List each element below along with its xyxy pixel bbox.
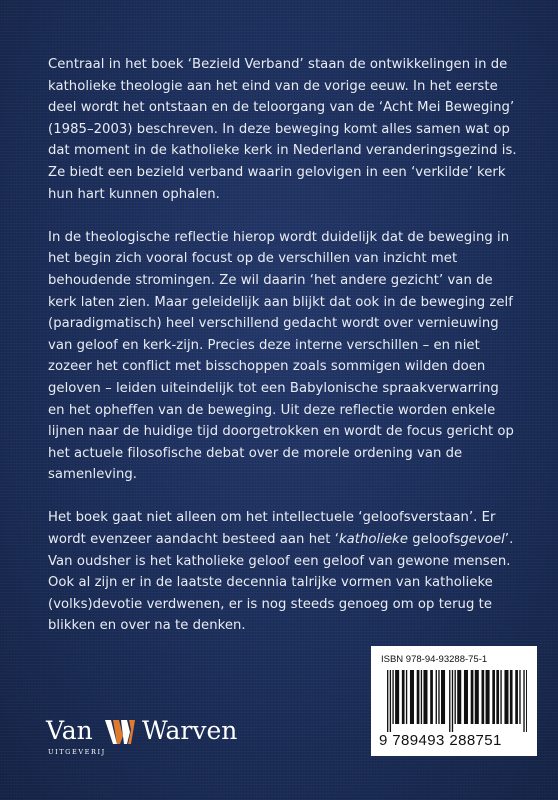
paragraph-devotion-text-2: geloofs	[408, 532, 461, 548]
barcode-bar	[441, 670, 445, 724]
paragraph-reflection-text: In de theologische reflectie hierop wordt duidelijk dat de beweging in het begin zich vooral focust op de verschillen van inzicht met behoudende stromingen. Ze wil daarin ‘het andere gezicht’ van de kerk laten zien. Maar geleidelijk aan blijkt dat ook in de beweging zelf (paradigmatisch) heel verschillend gedacht wordt over vernieuwing van geloof en kerk-zijn. Precies deze interne verschillen – en niet zozeer het conflict met bisschoppen zoals sommigen wilden doen geloven – leiden uiteindelijk tot een Babylonische spraakverwarring en het opheffen van de beweging. Uit deze reflectie worden enkele lijnen naar de huidige tijd doorgetrokken en wordt de focus gericht op het actuele filosofische debat over de morele ordening van de samenleving.	[48, 229, 514, 483]
paragraph-devotion-italic-1: katholieke	[338, 532, 408, 548]
barcode-bar	[452, 670, 453, 732]
barcode-bar	[455, 670, 456, 724]
paragraph-intro	[48, 54, 518, 205]
vw-monogram-icon	[103, 716, 137, 750]
barcode-bar	[486, 670, 490, 724]
barcode-digits: 9 789493 288751	[379, 732, 502, 749]
paragraph-devotion	[48, 507, 518, 637]
barcode-bar	[482, 670, 485, 724]
barcode-bar	[402, 670, 405, 724]
barcode-bar	[492, 670, 495, 724]
barcode-bar	[436, 670, 437, 724]
publisher-logo	[44, 712, 274, 762]
paragraph-reflection	[48, 227, 518, 486]
barcode-bar	[423, 670, 427, 724]
barcode-bar	[449, 670, 450, 732]
barcode-bar	[417, 670, 420, 724]
paragraph-devotion-text-3: ’. Van oudsher is het katholieke geloof een geloof van gewone mensen. Ook al zijn er in de laatste decennia talrijke vormen van katholieke (volks)devotie verdwenen, er is nog steeds genoeg om op terug te blikken en over na te denken.	[48, 532, 514, 634]
barcode-bar	[387, 670, 388, 732]
back-cover-text	[48, 54, 518, 637]
barcode-bar	[523, 670, 524, 732]
barcode-bar	[430, 670, 433, 724]
paragraph-devotion-text-1: Het boek gaat niet alleen om het intellectuele ‘geloofsverstaan’. Er wordt evenzeer aandacht besteed aan het ‘	[48, 510, 496, 548]
barcode-bar	[510, 670, 513, 724]
isbn-label: ISBN 978-94-93288-75-1	[381, 654, 488, 665]
barcode-bar	[395, 670, 399, 724]
isbn-barcode	[371, 646, 537, 756]
paragraph-devotion-italic-2: gevoel	[460, 532, 505, 548]
barcode-bar	[500, 670, 501, 724]
barcode-bar	[526, 670, 527, 732]
publisher-name-van: Van	[46, 716, 93, 745]
barcode-bar	[406, 670, 407, 724]
barcode-bar	[390, 670, 391, 732]
barcode-bar	[515, 670, 518, 724]
paragraph-intro-text: Centraal in het boek ‘Bezield Verband’ staan de ontwikkelingen in de katholieke theologie aan het eind van de vorige eeuw. In het eerste deel wordt het ontstaan en de teloorgang van de ‘Acht Mei Beweging’ (1985–2003) beschreven. In deze beweging komt alles samen wat op dat moment in de katholieke kerk in Nederland veranderingsgezind is. Ze biedt een bezield verband waarin gelovigen in een ‘verkilde’ kerk hun hart kunnen ophalen.	[48, 57, 517, 202]
barcode-bar	[519, 670, 520, 724]
barcode-bar	[471, 670, 474, 724]
barcode-bar	[392, 670, 393, 724]
barcode-bar	[475, 670, 479, 724]
barcode-bar	[421, 670, 422, 724]
barcode-bars	[387, 670, 527, 732]
publisher-name-warven: Warven	[142, 716, 238, 745]
publisher-subtitle: UITGEVERIJ	[48, 748, 106, 756]
barcode-bar	[504, 670, 508, 724]
barcode-bar	[457, 670, 461, 724]
barcode-bar	[438, 670, 439, 724]
barcode-bar	[496, 670, 499, 724]
barcode-bar	[464, 670, 468, 724]
barcode-bar	[410, 670, 414, 724]
